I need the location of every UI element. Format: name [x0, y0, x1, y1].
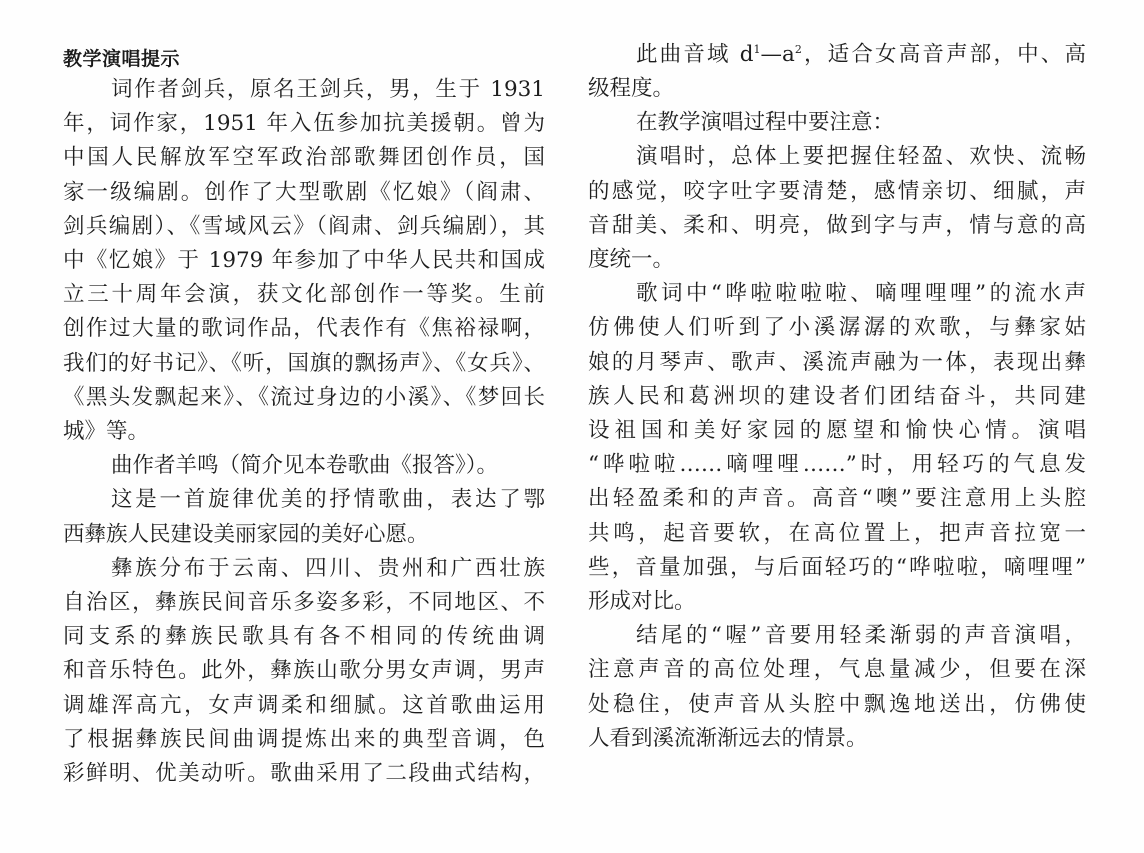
text-line: 年，词作家，1951 年入伍参加抗美援朝。曾为 — [63, 111, 545, 137]
text-line: 结尾的“喔”音要用轻柔渐弱的声音演唱， — [636, 623, 1086, 649]
text-line: 出轻盈柔和的声音。高音“噢”要注意用上头腔 — [588, 486, 1086, 512]
section-heading: 教学演唱提示 — [63, 48, 181, 70]
text-line: 族人民和葛洲坝的建设者们团结奋斗，共同建 — [588, 383, 1086, 409]
text-line: 城》等。 — [63, 419, 150, 444]
text-line: 和音乐特色。此外，彝族山歌分男女声调，男声 — [63, 658, 545, 684]
text-line: 中《忆娘》于 1979 年参加了中华人民共和国成 — [63, 248, 545, 273]
text-line: 了根据彝族民间曲调提炼出来的典型音调，色 — [63, 726, 545, 752]
text-line: 中国人民解放军空军政治部歌舞团创作员，国 — [63, 145, 545, 171]
text-line: 音甜美、柔和、明亮，做到字与声，情与意的高 — [588, 212, 1086, 238]
text-line: 同支系的彝族民歌具有各不相同的传统曲调 — [63, 624, 545, 650]
text-line: 在教学演唱过程中要注意： — [636, 110, 895, 136]
text-line: 形成对比。 — [588, 589, 696, 614]
text-line: 娘的月琴声、歌声、溪流声融为一体，表现出彝 — [588, 349, 1086, 375]
text-line: 立三十周年会演，获文化部创作一等奖。生前 — [63, 282, 545, 308]
text-line: 级程度。 — [588, 76, 675, 101]
text-line: 仿佛使人们听到了小溪潺潺的欢歌，与彝家姑 — [588, 315, 1086, 341]
text-line: 些，音量加强，与后面轻巧的“哗啦啦，嘀哩哩” — [588, 554, 1086, 580]
text-line: 《黑头发飘起来》、《流过身边的小溪》、《梦回长 — [63, 384, 545, 410]
text-line: 家一级编剧。创作了大型歌剧《忆娘》（阎肃、 — [63, 179, 545, 205]
text-line: 西彝族人民建设美丽家园的美好心愿。 — [63, 521, 429, 547]
text-line: 曲作者羊鸣（简介见本卷歌曲《报答》）。 — [111, 453, 499, 479]
text-line: 创作过大量的歌词作品，代表作有《焦裕禄啊， — [63, 316, 545, 342]
text-line: 彩鲜明、优美动听。歌曲采用了二段曲式结构， — [63, 761, 545, 786]
text-line: 这是一首旋律优美的抒情歌曲，表达了鄂 — [111, 487, 545, 513]
text-line: 人看到溪流渐渐远去的情景。 — [588, 725, 868, 751]
text-line: 自治区，彝族民间音乐多姿多彩，不同地区、不 — [63, 590, 545, 615]
text-line: 度统一。 — [588, 247, 675, 272]
text-line: 歌词中“哗啦啦啦啦、嘀哩哩哩”的流水声 — [636, 281, 1086, 307]
text-line: 剑兵编剧）、《雪域风云》（阎肃、剑兵编剧），其 — [63, 213, 545, 239]
text-line: 我们的好书记》、《听，国旗的飘扬声》、《女兵》、 — [63, 350, 545, 376]
text-line: 词作者剑兵，原名王剑兵，男，生于 1931 — [111, 77, 545, 102]
text-line: 共鸣，起音要软，在高位置上，把声音拉宽一 — [588, 520, 1086, 546]
text-line: “哗啦啦……嘀哩哩……”时，用轻巧的气息发 — [588, 452, 1086, 478]
text-line: 的感觉，咬字吐字要清楚，感情亲切、细腻，声 — [588, 178, 1086, 204]
text-line: 设祖国和美好家园的愿望和愉快心情。演唱 — [588, 418, 1086, 443]
text-line: 彝族分布于云南、四川、贵州和广西壮族 — [111, 555, 545, 581]
vocal-range-line: 此曲音域 $d^1—a^2$，适合女高音声部，中、高 — [636, 42, 1086, 67]
text-line: 演唱时，总体上要把握住轻盈、欢快、流畅 — [636, 144, 1086, 170]
text-line: 处稳住，使声音从头腔中飘逸地送出，仿佛使 — [588, 691, 1086, 717]
text-line: 注意声音的高位处理，气息量减少，但要在深 — [588, 657, 1086, 683]
text-line: 调雄浑高亢，女声调柔和细腻。这首歌曲运用 — [63, 692, 545, 718]
